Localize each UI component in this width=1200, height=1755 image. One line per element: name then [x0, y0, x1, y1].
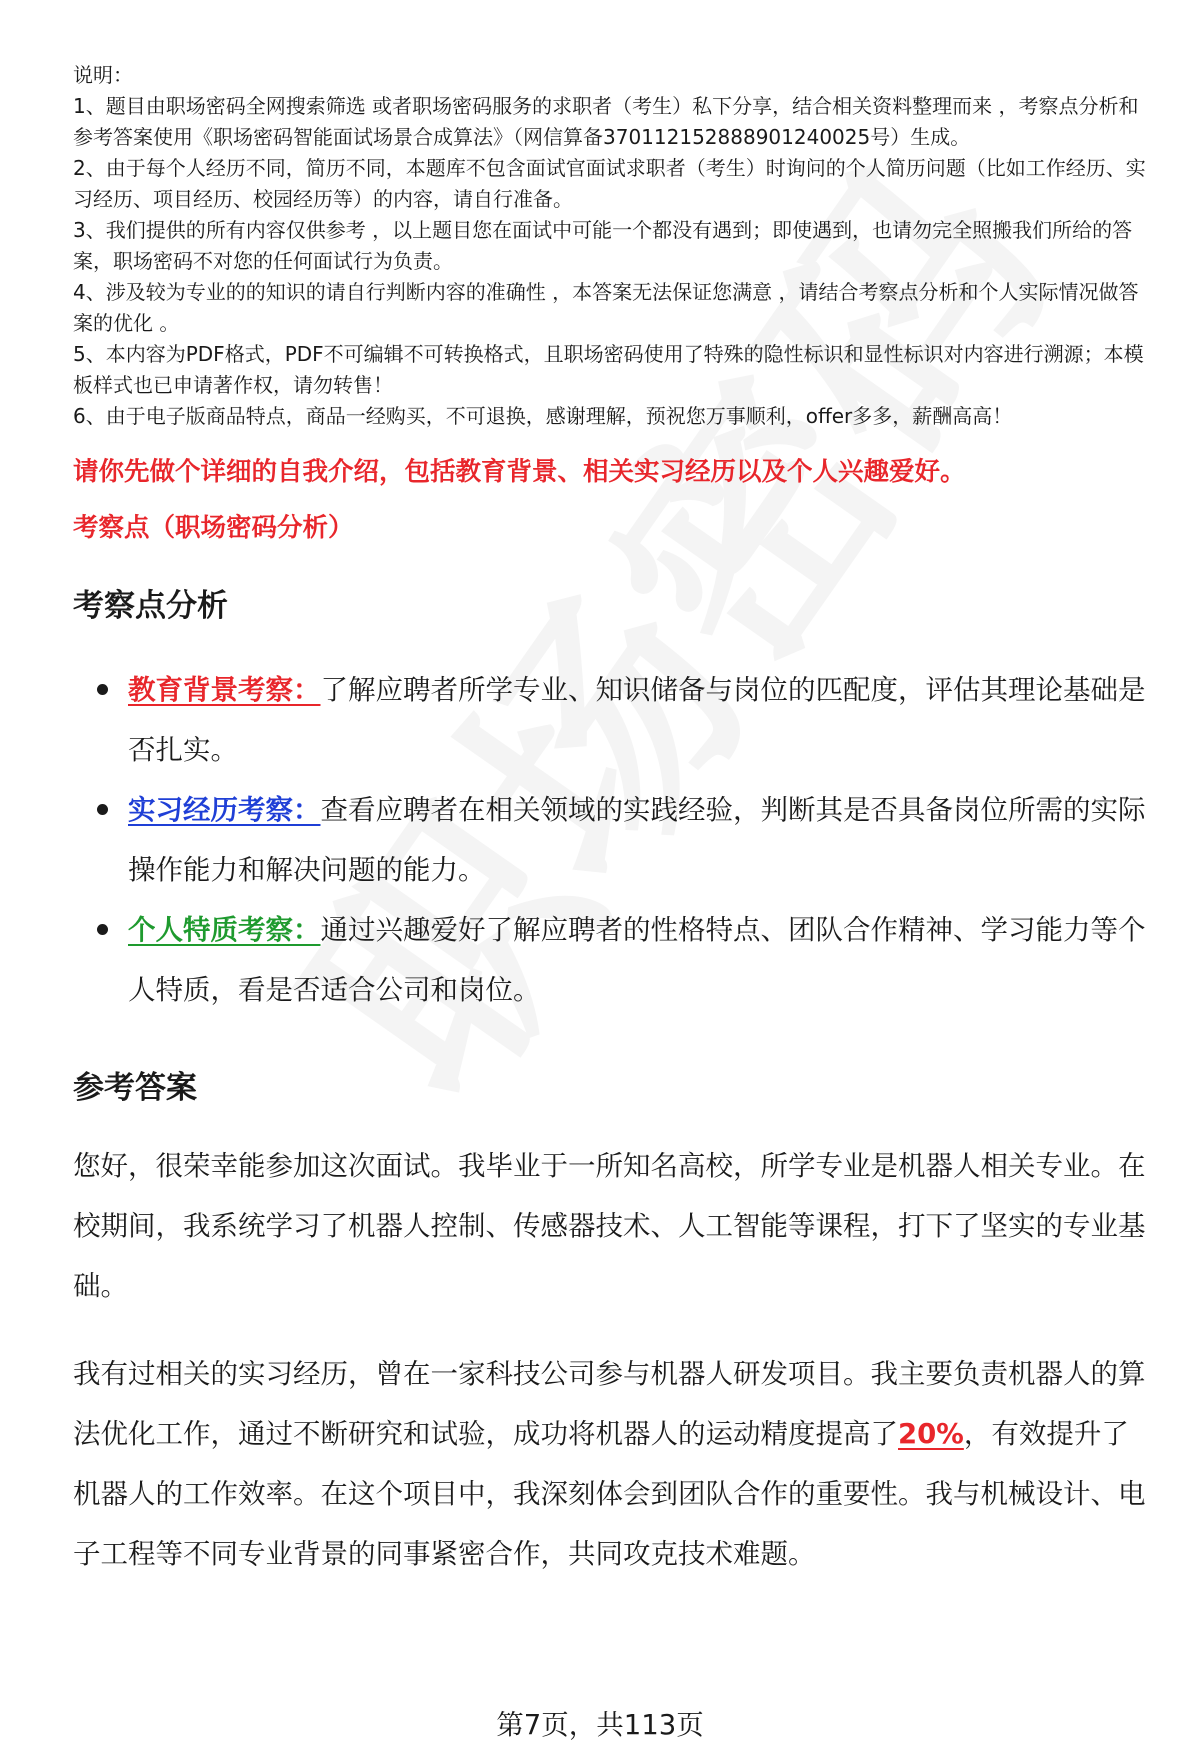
- answer-title: 参考答案: [73, 1070, 197, 1106]
- analysis-point-personal: [73, 900, 1153, 1020]
- analysis-heading: 考察点（职场密码分析）: [73, 513, 354, 543]
- answer-text: 我有过相关的实习经历，曾在一家科技公司参与机器人研发项目。我主要负责机器人的算法优化工作，通过不断研究和试验，成功将机器人的运动精度提高了: [73, 1358, 1146, 1450]
- analysis-point-internship: [73, 780, 1153, 900]
- analysis-point-education: [73, 660, 1153, 780]
- answer-text: ，有效提升了机器人的工作效率。在这个项目中，我深刻体会到团队合作的重要性。我与机械设计、电子工程等不同专业背景的同事紧密合作，共同攻克技术难题。: [73, 1418, 1146, 1570]
- intro-item: 1、题目由职场密码全网搜索筛选 或者职场密码服务的求职者（考生）私下分享，结合相关资料整理而来 ，考察点分析和参考答案使用《职场密码智能面试场景合成算法》（网信算备370112152888901240025号）生成。: [73, 94, 1139, 149]
- intro-item: 4、涉及较为专业的的知识的请自行判断内容的准确性 ，本答案无法保证您满意 ，请结合考察点分析和个人实际情况做答案的优化 。: [73, 280, 1139, 335]
- intro-notes: [73, 60, 1153, 432]
- point-label: 个人特质考察：: [128, 914, 321, 946]
- point-label: 实习经历考察：: [128, 794, 321, 826]
- intro-item: 3、我们提供的所有内容仅供参考 ，以上题目您在面试中可能一个都没有遇到；即使遇到，也请勿完全照搬我们所给的答案，职场密码不对您的任何面试行为负责。: [73, 218, 1133, 273]
- page-number: 第7页，共113页: [496, 1709, 704, 1741]
- document-page: [73, 60, 1153, 1584]
- point-text: 通过兴趣爱好了解应聘者的性格特点、团队合作精神、学习能力等个人特质，看是否适合公司和岗位。: [128, 914, 1146, 1006]
- answer-body: [73, 1136, 1153, 1584]
- analysis-title: 考察点分析: [73, 588, 228, 624]
- bullet-icon: [97, 684, 108, 695]
- bullet-icon: [97, 924, 108, 935]
- intro-item: 2、由于每个人经历不同，简历不同，本题库不包含面试官面试求职者（考生）时询问的个人简历问题（比如工作经历、实习经历、项目经历、校园经历等）的内容，请自行准备。: [73, 156, 1146, 211]
- point-text: 了解应聘者所学专业、知识储备与岗位的匹配度，评估其理论基础是否扎实。: [128, 674, 1146, 766]
- bullet-icon: [97, 804, 108, 815]
- intro-title: 说明：: [73, 63, 133, 87]
- point-label: 教育背景考察：: [128, 674, 321, 706]
- highlight-value: 20%: [898, 1418, 964, 1450]
- interview-question: 请你先做个详细的自我介绍，包括教育背景、相关实习经历以及个人兴趣爱好。: [73, 457, 966, 487]
- answer-paragraph: 您好，很荣幸能参加这次面试。我毕业于一所知名高校，所学专业是机器人相关专业。在校期间，我系统学习了机器人控制、传感器技术、人工智能等课程，打下了坚实的专业基础。: [73, 1150, 1146, 1302]
- analysis-points: [73, 660, 1153, 1020]
- intro-item: 5、本内容为PDF格式，PDF不可编辑不可转换格式，且职场密码使用了特殊的隐性标识和显性标识对内容进行溯源；本模板样式也已申请著作权，请勿转售！: [73, 342, 1144, 397]
- answer-paragraph: [73, 1344, 1153, 1584]
- point-text: 查看应聘者在相关领域的实践经验，判断其是否具备岗位所需的实际操作能力和解决问题的能力。: [128, 794, 1146, 886]
- intro-item: 6、由于电子版商品特点，商品一经购买，不可退换，感谢理解，预祝您万事顺利，offer多多，薪酬高高！: [73, 404, 1013, 428]
